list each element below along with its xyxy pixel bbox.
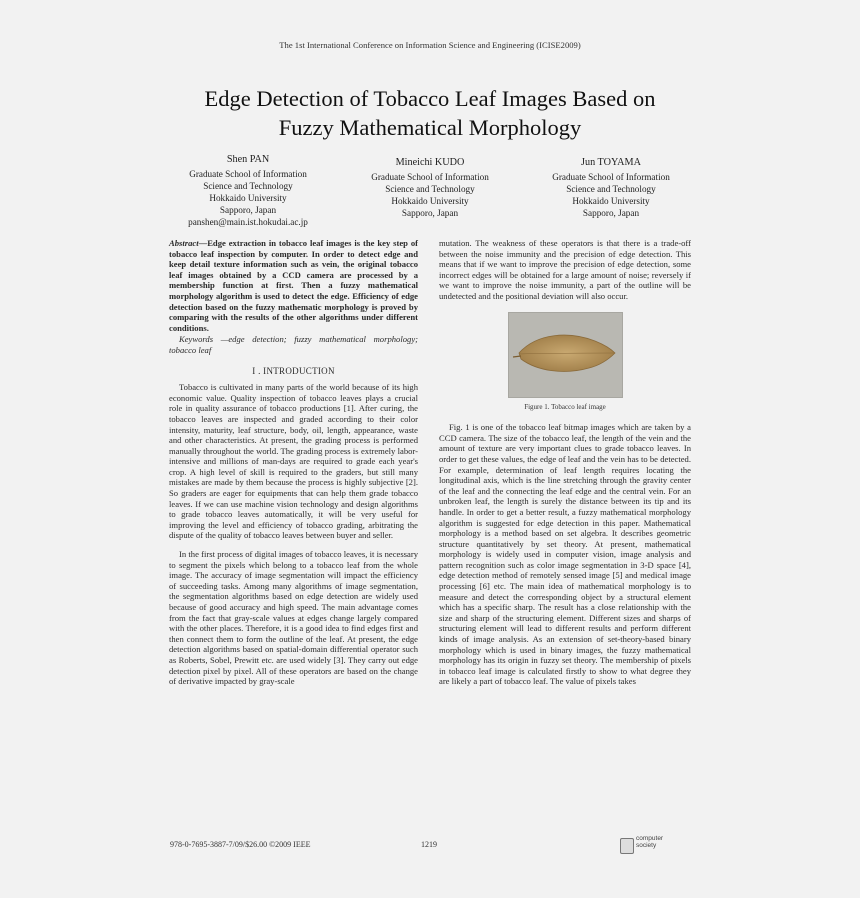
author-name: Shen PAN: [226, 154, 270, 165]
author-block-2: [345, 157, 515, 219]
title-line-1: Edge Detection of Tobacco Leaf Images Based on: [204, 86, 656, 111]
copyright-footer: 978-0-7695-3887-7/09/$26.00 ©2009 IEEE: [170, 840, 311, 849]
author-affiliation: Science and Technology: [566, 184, 656, 194]
paragraph: In the first process of digital images of tobacco leaves, it is necessary to segment the pixels which belong to a tobacco leaf from the whole image. The accuracy of image segmentation will impact the efficiency of succeeding tasks. Among many algorithms of image segmentation, the segmentation algorithms based on edge detection are widely used because of good accuracy and high speed. The main advantage comes from the fact that gray-scale values at edges change largely compared with the other places. Therefore, it is a good idea to find edges first and then connect them to form the outline of the leaf. At present, the edge detection algorithms based on spatial-domain differential operator such as Roberts, Sobel, Prewitt etc. are used widely [3]. They carry out edge detection pixel by pixel. All of these operators are based on the change of derivative impacted by gray-scale: [169, 549, 418, 687]
keywords: Keywords —edge detection; fuzzy mathematical morphology; tobacco leaf: [169, 334, 418, 355]
page-number: 1219: [421, 840, 437, 849]
tobacco-leaf-figure: [508, 312, 623, 398]
left-column: [169, 238, 418, 687]
author-affiliation: Graduate School of Information: [371, 172, 489, 182]
author-location: Sapporo, Japan: [582, 208, 640, 218]
tobacco-leaf-icon: [509, 313, 622, 397]
author-affiliation: Hokkaido University: [572, 196, 650, 206]
right-column: [439, 238, 691, 687]
author-name: Jun TOYAMA: [581, 157, 641, 168]
author-affiliation: Science and Technology: [385, 184, 475, 194]
author-block-3: [526, 157, 696, 219]
author-name: Mineichi KUDO: [395, 157, 465, 168]
author-location: Sapporo, Japan: [401, 208, 459, 218]
title-line-2: Fuzzy Mathematical Morphology: [278, 115, 582, 140]
paragraph: Tobacco is cultivated in many parts of the world because of its high economic value. Quality inspection of tobacco leaves plays a crucial role in quality assurance of tobacco productions [1]. After curing, the tobacco leaves are inspected and graded according to their color intensity, maturity, leaf structure, body, oil, length, appearance, waste and other characteristics. At present, the grading process is performed manually throughout the world. The grading process is extremely labor-intensive and millions of man-days are required to grade each year's crop. A high level of skill is required to the graders, but still many mistakes are made by them because the process is highly subjective [2]. So graders are eager for equipments that can help them grade tobacco leaves. If we can use machine vision technology and design algorithms to grade tobacco leaves automatically, it will be very useful for improving the level and efficiency of tobacco grading, arbitrating the dispute of the quality of tobacco leaves between buyer and seller.: [169, 382, 418, 541]
author-location: Sapporo, Japan: [219, 205, 277, 215]
abstract: [169, 238, 418, 333]
author-affiliation: Graduate School of Information: [189, 169, 307, 179]
section-heading: I . INTRODUCTION: [252, 365, 335, 376]
abstract-label: Abstract: [169, 238, 199, 248]
figure-caption: Figure 1. Tobacco leaf image: [524, 402, 606, 411]
author-email: panshen@main.ist.hokudai.ac.jp: [188, 217, 308, 227]
author-affiliation: Graduate School of Information: [552, 172, 670, 182]
author-affiliation: Hokkaido University: [391, 196, 469, 206]
author-affiliation: Hokkaido University: [209, 193, 287, 203]
paragraph: mutation. The weakness of these operators is that there is a trade-off between the noise immunity and the precision of edge detection. This means that if we want to improve the precision of edge detection, some incorrect edges will be obtained for a large amount of noise; reversely if we want to improve the noise immunity, a part of the outline will be undetected and the positional deviation will also occur.: [439, 238, 691, 301]
conference-header: The 1st International Conference on Information Science and Engineering (ICISE2009): [279, 40, 581, 50]
paper-title: [120, 84, 740, 142]
paragraph: Fig. 1 is one of the tobacco leaf bitmap images which are taken by a CCD camera. The size of the tobacco leaf, the length of the vein and the amount of texture are very important clues to grade tobacco leaves. In order to get these values, the edge of leaf and the vein has to be detected. For example, determination of leaf length requires locating the longitudinal axis, which is the line stretching through the gravity center of the leaf and the connecting the leaf edge and the central vein. For an unbroken leaf, the length is surely the distance between its tip and its handle. In order to get a better result, a fuzzy mathematical morphology algorithm is suggested for edge detection in this paper. Mathematical morphology is a method based on set algebra. It describes geometric structure quantitatively by set theory. At present, mathematical morphology is widely used in computer vision, image analysis and pattern recognition such as color image segmentation in 3-D space [4], edge detection method of remotely sensed image [5] and medical image processing [6] etc. The main idea of mathematical morphology is to measure and detect the corresponding object by a structural element which has a specific sharp. The result has a close relationship with the size and sharp of the structuring element. Different sizes and sharps of structuring element will lead to different results and perform different kinds of image analysis. As an extension of set-theory-based binary morphology which is used in binary images, the fuzzy mathematical morphology has its origin in fuzzy set theory. The membership of pixels in tobacco leaf image is calculated firstly to show to what degree they are likely a part of tobacco leaf. The value of pixels takes: [439, 422, 691, 687]
logo-text: computer society: [636, 835, 664, 849]
abstract-text: —Edge extraction in tobacco leaf images is the key step of tobacco leaf inspection by computer. In order to detect edge and keep detail texture information such as vein, the original tobacco leaf images obtained by a CCD camera are processed by a membership function at first. Then a fuzzy mathematical morphology algorithm is used to detect the edge. Efficiency of edge detection based on the fuzzy mathematic morphology is proved by comparing with the results of the other algorithms under different conditions.: [169, 238, 418, 333]
author-block-1: [163, 154, 333, 228]
computer-society-logo: [620, 836, 676, 856]
author-affiliation: Science and Technology: [203, 181, 293, 191]
society-logo-icon: [620, 838, 634, 854]
